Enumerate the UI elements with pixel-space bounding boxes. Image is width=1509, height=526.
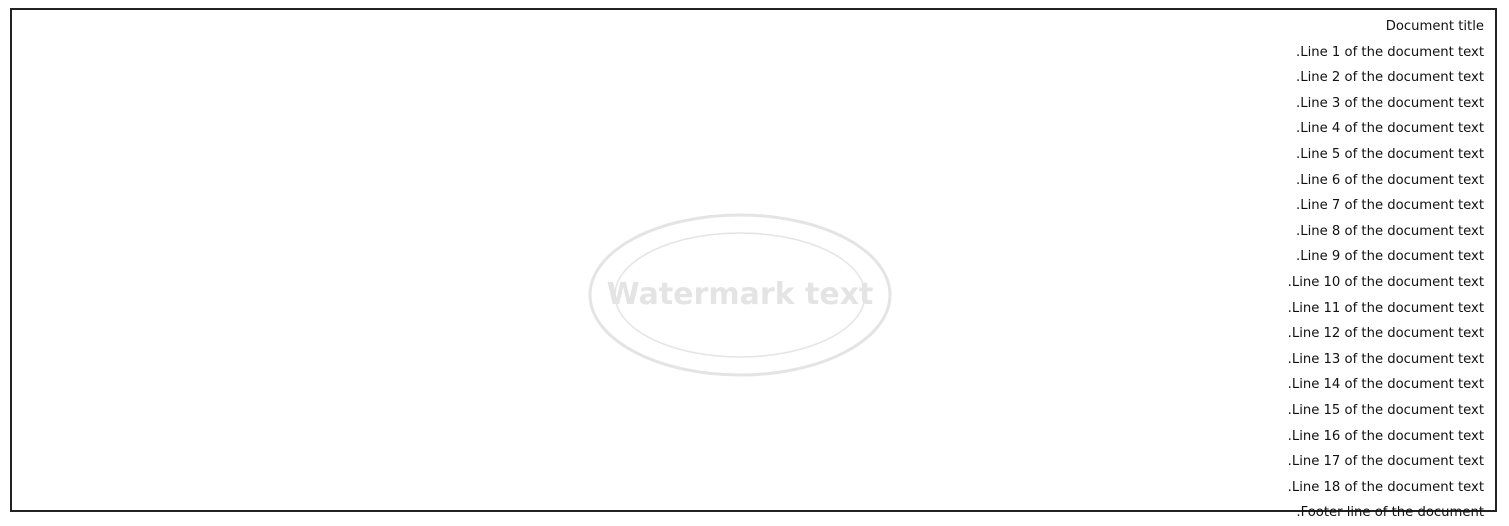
document-title: Document title [1385,19,1484,34]
paragraph-line: Line 6 of the document text. [1296,172,1484,188]
paragraph-line: Line 13 of the document text. [1287,351,1484,367]
paragraph-line: Line 14 of the document text. [1287,377,1484,393]
paragraph-line: Line 2 of the document text. [1296,70,1484,86]
paragraph-line: Line 8 of the document text. [1296,223,1484,239]
paragraph-line: Line 9 of the document text. [1296,249,1484,265]
paragraph-line: Line 16 of the document text. [1287,428,1484,444]
document-content [24,14,1484,526]
paragraph-line: Line 3 of the document text. [1296,95,1484,111]
paragraph-line: Line 17 of the document text. [1287,454,1484,470]
paragraph-line: Line 7 of the document text. [1296,198,1484,214]
paragraph-line: Line 18 of the document text. [1287,479,1484,495]
paragraph-line: Line 5 of the document text. [1296,146,1484,162]
watermark-text: Watermark text [606,277,874,312]
paragraph-line: Line 11 of the document text. [1287,300,1484,316]
paragraph-line: Line 1 of the document text. [1296,44,1484,60]
paragraph-line: Line 4 of the document text. [1296,121,1484,137]
document-footer: Footer line of the document. [1296,505,1484,521]
paragraph-line: Line 15 of the document text. [1287,402,1484,418]
paragraph-line: Line 10 of the document text. [1287,274,1484,290]
paragraph-line: Line 12 of the document text. [1287,326,1484,342]
